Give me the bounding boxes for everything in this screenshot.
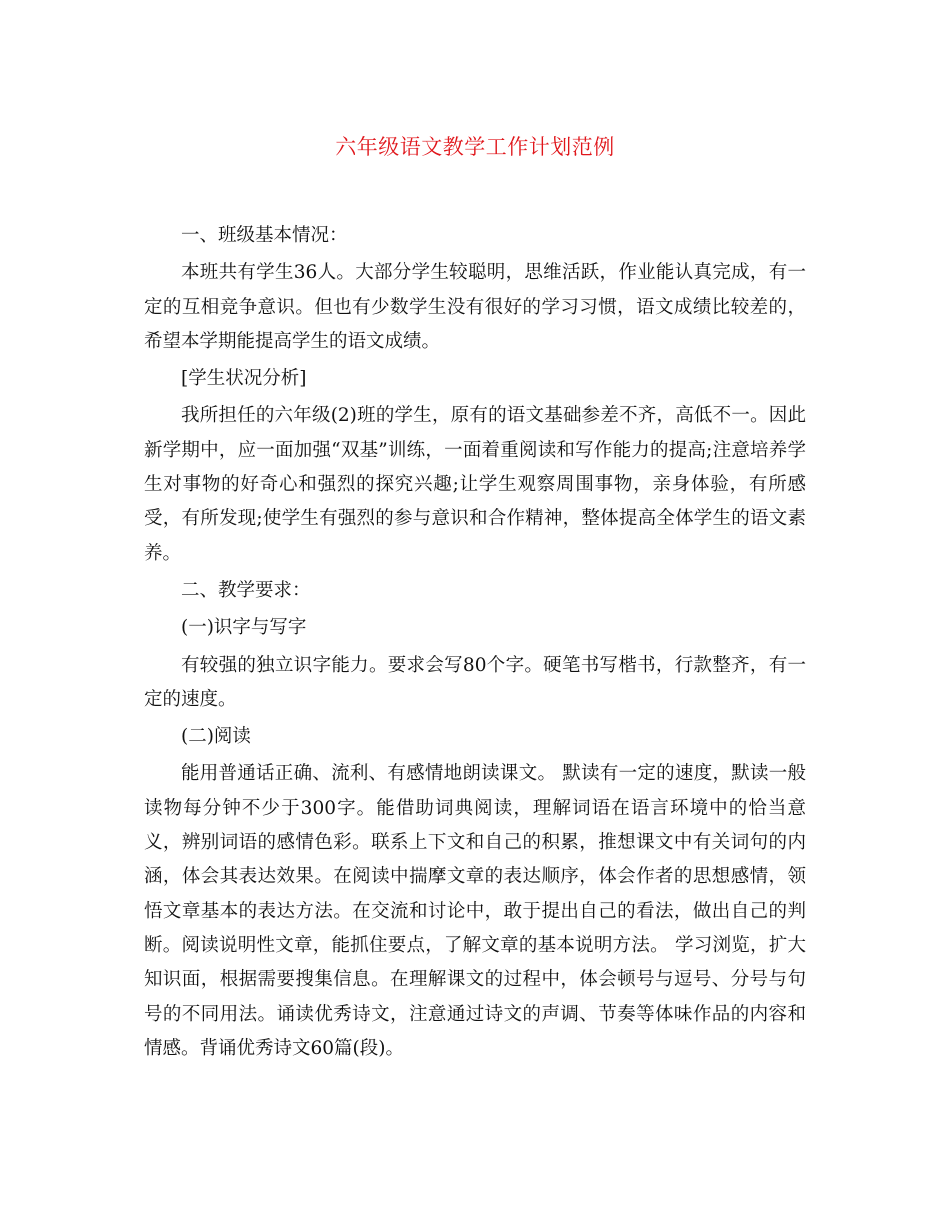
subheading-reading: (二)阅读	[181, 726, 251, 748]
paragraph-reading: 能用普通话正确、流利、有感情地朗读课文。 默读有一定的速度，默读一般读物每分钟不少于300字。能借助词典阅读，理解词语在语言环境中的恰当意义，辨别词语的感情色彩。联系上下文和自己的积累，推想课文中有关词句的内涵，体会其表达效果。在阅读中揣摩文章的表达顺序，体会作者的思想感情，领悟文章基本的表达方法。在交流和讨论中，敢于提出自己的看法，做出自己的判断。阅读说明性文章，能抓住要点，了解文章的基本说明方法。 学习浏览，扩大知识面，根据需要搜集信息。在理解课文的过程中，体会顿号与逗号、分号与句号的不同用法。诵读优秀诗文，注意通过诗文的声调、节奏等体味作品的内容和情感。背诵优秀诗文60篇(段)。	[144, 763, 806, 1059]
paragraph-class-info: 本班共有学生36人。大部分学生较聪明，思维活跃，作业能认真完成，有一定的互相竞争意识。但也有少数学生没有很好的学习习惯，语文成绩比较差的，希望本学期能提高学生的语文成绩。	[144, 262, 806, 352]
section-heading-class-info: 一、班级基本情况：	[181, 225, 348, 246]
document-body	[144, 219, 806, 1069]
section-heading-student-analysis: [学生状况分析]	[181, 368, 307, 390]
subheading-literacy-writing: (一)识字与写字	[181, 617, 307, 639]
section-heading-teaching-requirements: 二、教学要求：	[181, 579, 311, 601]
document-title: 六年级语文教学工作计划范例	[335, 135, 615, 159]
paragraph-student-analysis: 我所担任的六年级(2)班的学生，原有的语文基础参差不齐，高低不一。因此新学期中，应一面加强“双基”训练，一面着重阅读和写作能力的提高;注意培养学生对事物的好奇心和强烈的探究兴趣;让学生观察周围事物，亲身体验，有所感受，有所发现;使学生有强烈的参与意识和合作精神，整体提高全体学生的语文素养。	[144, 405, 806, 564]
paragraph-literacy-writing: 有较强的独立识字能力。要求会写80个字。硬笔书写楷书，行款整齐，有一定的速度。	[144, 654, 806, 710]
